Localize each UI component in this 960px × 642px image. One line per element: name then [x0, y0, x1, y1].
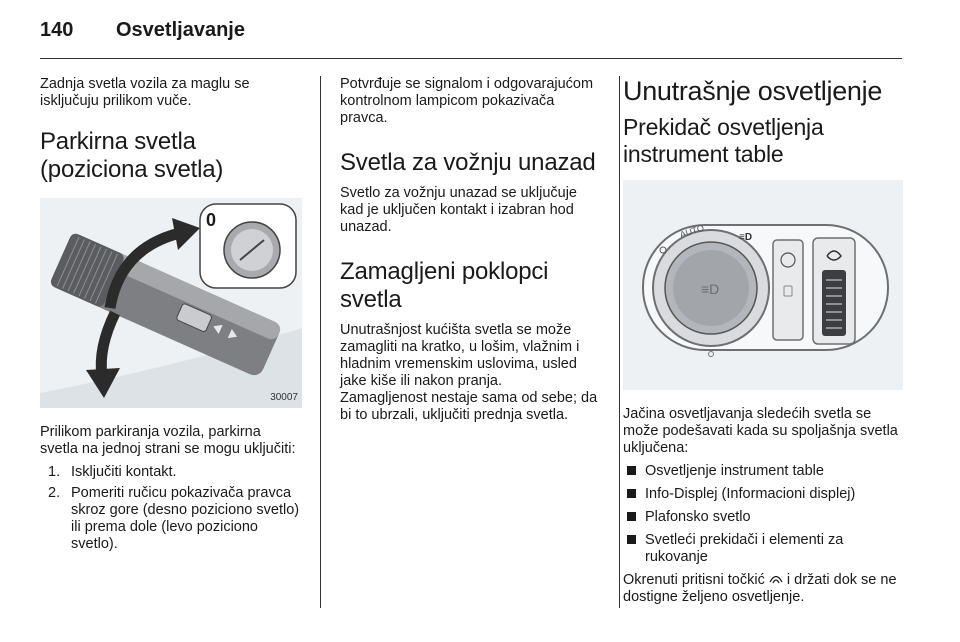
- column-2: [340, 76, 602, 424]
- light-switch-figure: [623, 180, 903, 390]
- fogged-covers-heading: Zamagljeni poklopci svetla: [340, 258, 549, 313]
- bullet-square: [627, 489, 636, 498]
- turn-signal-lever-illustration: [40, 198, 302, 408]
- step-item: [40, 485, 302, 553]
- header-rule: [40, 58, 902, 59]
- fogged-covers-text-2: Zamagljenost nestaje sama od sebe; da bi to ubrzali, uključiti prednja svetla.: [340, 390, 598, 423]
- dashboard-switch-heading: Prekidač osvetljenja instrument table: [623, 114, 824, 167]
- fog-light-note: Zadnja svetla vozila za maglu se isključuju prilikom vuče.: [40, 76, 250, 109]
- fogged-covers-text: Unutrašnjost kućišta svetla se može zamagliti na kratko, u lošim, vlažnim i hladnim vremenskim uslovima, usled jake kiše ili nakon pranja.: [340, 322, 580, 389]
- list-item: Plafonsko svetlo: [623, 509, 905, 526]
- interior-lighting-heading: Unutrašnje osvetljenje: [623, 76, 883, 106]
- column-divider-1: [320, 76, 321, 608]
- signal-confirm-text: Potvrđuje se signalom i odgovarajućom kontrolnom lampicom pokazivača pravca.: [340, 76, 594, 126]
- reverse-lights-text: Svetlo za vožnju unazad se uključuje kad je uključen kontakt i izabran hod unazad.: [340, 185, 577, 235]
- dimmer-instruction-start: Okrenuti pritisni točkić: [623, 572, 765, 588]
- parking-lights-heading: Parkirna svetla (poziciona svetla): [40, 128, 224, 183]
- svg-text:≡D: ≡D: [739, 232, 753, 243]
- list-item: Osvetljenje instrument table: [623, 463, 905, 480]
- step-number: 2.: [48, 485, 61, 501]
- column-divider-2: [619, 76, 620, 608]
- svg-text:≡D: ≡D: [701, 281, 720, 297]
- column-1: [40, 76, 302, 557]
- step-text: Pomeriti ručicu pokazivača pravca skroz gore (desno poziciono svetlo) ili prema dole (levo poziciono svetlo).: [71, 485, 300, 552]
- step-number: 1.: [48, 464, 61, 480]
- bullet-square: [627, 466, 636, 475]
- dimmer-instruction-end: i držati dok se ne dostigne željeno osvetljenje.: [623, 572, 897, 605]
- dimmer-wheel-icon: [769, 573, 783, 585]
- dimming-intro: Jačina osvetljavanja sledećih svetla se može podešavati kada su spoljašnja svetla uključena:: [623, 406, 898, 456]
- list-item: Info-Displej (Informacioni displej): [623, 486, 905, 503]
- turn-signal-lever-figure: [40, 198, 302, 408]
- ignition-position-label: 0: [206, 210, 217, 230]
- auto-label: AUTO: [678, 222, 706, 240]
- dimmable-lights-list: [623, 463, 905, 566]
- figure-code: 30007: [270, 392, 298, 403]
- column-3: [623, 76, 905, 606]
- list-item: Svetleći prekidači i elementi za rukovanje: [623, 532, 905, 566]
- page-header: [40, 19, 245, 42]
- bullet-square: [627, 535, 636, 544]
- step-item: [40, 464, 302, 481]
- dimmer-instruction: [623, 572, 905, 606]
- parking-steps-list: [40, 464, 302, 553]
- reverse-lights-heading: Svetla za vožnju unazad: [340, 149, 596, 176]
- bullet-square: [627, 512, 636, 521]
- parking-lights-paragraph: Prilikom parkiranja vozila, parkirna svetla na jednoj strani se mogu uključiti:: [40, 424, 296, 457]
- light-switch-illustration: [623, 180, 903, 390]
- step-text: Isključiti kontakt.: [71, 464, 177, 480]
- section-title: Osvetljavanje: [116, 19, 245, 41]
- page-number: 140: [40, 19, 74, 41]
